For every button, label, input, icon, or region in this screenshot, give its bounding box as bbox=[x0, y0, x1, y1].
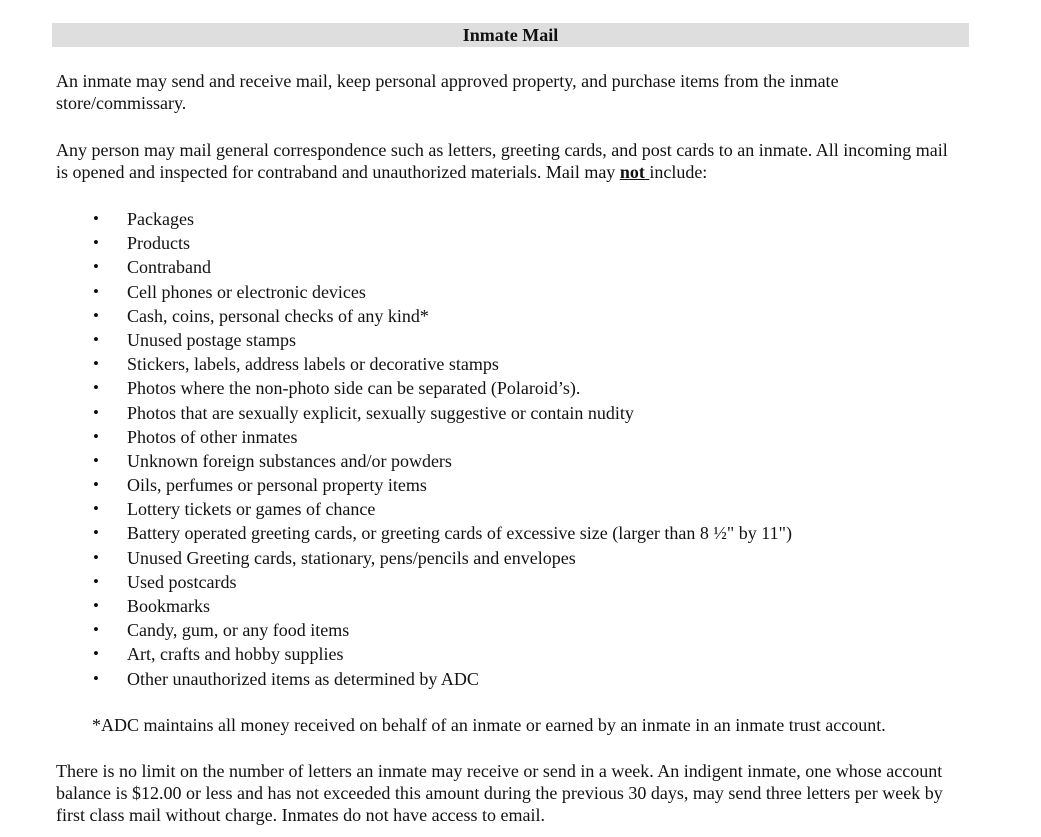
list-item-text: Other unauthorized items as determined by ADC bbox=[127, 668, 479, 689]
list-item bbox=[0, 255, 1041, 279]
list-item bbox=[0, 642, 1041, 666]
bullet-icon: • bbox=[93, 644, 99, 664]
bullet-icon: • bbox=[93, 329, 99, 349]
list-item-text: Products bbox=[127, 233, 190, 254]
list-item-text: Unknown foreign substances and/or powders bbox=[127, 450, 452, 471]
list-item bbox=[0, 280, 1041, 304]
bullet-icon: • bbox=[93, 281, 99, 301]
not-emphasis: not bbox=[619, 162, 650, 182]
bullet-icon: • bbox=[93, 233, 99, 253]
prohibited-items-list bbox=[0, 207, 1041, 691]
list-item bbox=[0, 304, 1041, 328]
list-item-text: Contraband bbox=[127, 257, 211, 278]
list-item-text: Packages bbox=[127, 209, 194, 229]
bullet-icon: • bbox=[93, 354, 99, 374]
bullet-icon: • bbox=[93, 426, 99, 446]
list-item-text: Unused postage stamps bbox=[127, 329, 296, 350]
list-item bbox=[0, 594, 1041, 618]
bullet-icon: • bbox=[93, 499, 99, 519]
list-item-text: Candy, gum, or any food items bbox=[127, 620, 350, 641]
list-item-text: Battery operated greeting cards, or greeting cards of excessive size (larger than 8 ½" by 11") bbox=[127, 523, 792, 544]
list-item bbox=[0, 207, 1041, 231]
list-item bbox=[0, 376, 1041, 400]
intro-paragraph: An inmate may send and receive mail, keep personal approved property, and purchase items from the inmate store/commissary. bbox=[56, 71, 839, 113]
list-item bbox=[0, 231, 1041, 255]
bullet-icon: • bbox=[93, 378, 99, 398]
bullet-icon: • bbox=[93, 620, 99, 640]
section-title: Inmate Mail bbox=[52, 23, 969, 47]
list-item-text: Used postcards bbox=[127, 571, 237, 592]
bullet-icon: • bbox=[93, 571, 99, 591]
bullet-icon: • bbox=[93, 668, 99, 688]
list-item bbox=[0, 521, 1041, 545]
list-item bbox=[0, 497, 1041, 521]
bullet-icon: • bbox=[93, 402, 99, 422]
list-item-text: Cash, coins, personal checks of any kind* bbox=[127, 305, 429, 326]
correspondence-text: Any person may mail general correspondence such as letters, greeting cards, and post cards to an inmate. All incoming mail is opened and inspected for contraband and unauthorized materials. Mail may bbox=[56, 140, 948, 182]
list-item-text: Lottery tickets or games of chance bbox=[127, 499, 376, 520]
bullet-icon: • bbox=[93, 475, 99, 495]
bullet-icon: • bbox=[93, 523, 99, 543]
list-item-text: Unused Greeting cards, stationary, pens/pencils and envelopes bbox=[127, 547, 576, 568]
list-item bbox=[0, 401, 1041, 425]
bullet-icon: • bbox=[93, 305, 99, 325]
list-item-text: Cell phones or electronic devices bbox=[127, 281, 366, 302]
list-item bbox=[0, 473, 1041, 497]
list-item bbox=[0, 618, 1041, 642]
list-item-text: Art, crafts and hobby supplies bbox=[127, 644, 344, 665]
list-item bbox=[0, 425, 1041, 449]
letter-limit-paragraph: There is no limit on the number of letters an inmate may receive or send in a week. An indigent inmate, one whose account balance is $12.00 or less and has not exceeded this amount during the previous 30 days, may send three letters per week by first class mail without charge. Inmates do not have access to email. bbox=[56, 761, 943, 825]
list-item-text: Photos where the non-photo side can be separated (Polaroid’s). bbox=[127, 378, 581, 399]
footnote: *ADC maintains all money received on behalf of an inmate or earned by an inmate in an inmate trust account. bbox=[92, 715, 886, 735]
list-item-text: Oils, perfumes or personal property items bbox=[127, 475, 427, 496]
list-item bbox=[0, 352, 1041, 376]
list-item bbox=[0, 328, 1041, 352]
list-item-text: Photos that are sexually explicit, sexually suggestive or contain nudity bbox=[127, 402, 634, 423]
list-item bbox=[0, 546, 1041, 570]
list-item-text: Bookmarks bbox=[127, 596, 210, 616]
correspondence-paragraph bbox=[56, 139, 956, 183]
list-item-text: Stickers, labels, address labels or decorative stamps bbox=[127, 354, 499, 375]
list-item bbox=[0, 449, 1041, 473]
list-item bbox=[0, 570, 1041, 594]
correspondence-text-end: include: bbox=[649, 162, 708, 182]
bullet-icon: • bbox=[93, 257, 99, 277]
bullet-icon: • bbox=[93, 596, 99, 615]
bullet-icon: • bbox=[93, 209, 99, 228]
bullet-icon: • bbox=[93, 450, 99, 470]
bullet-icon: • bbox=[93, 547, 99, 567]
list-item bbox=[0, 667, 1041, 691]
list-item-text: Photos of other inmates bbox=[127, 426, 298, 447]
